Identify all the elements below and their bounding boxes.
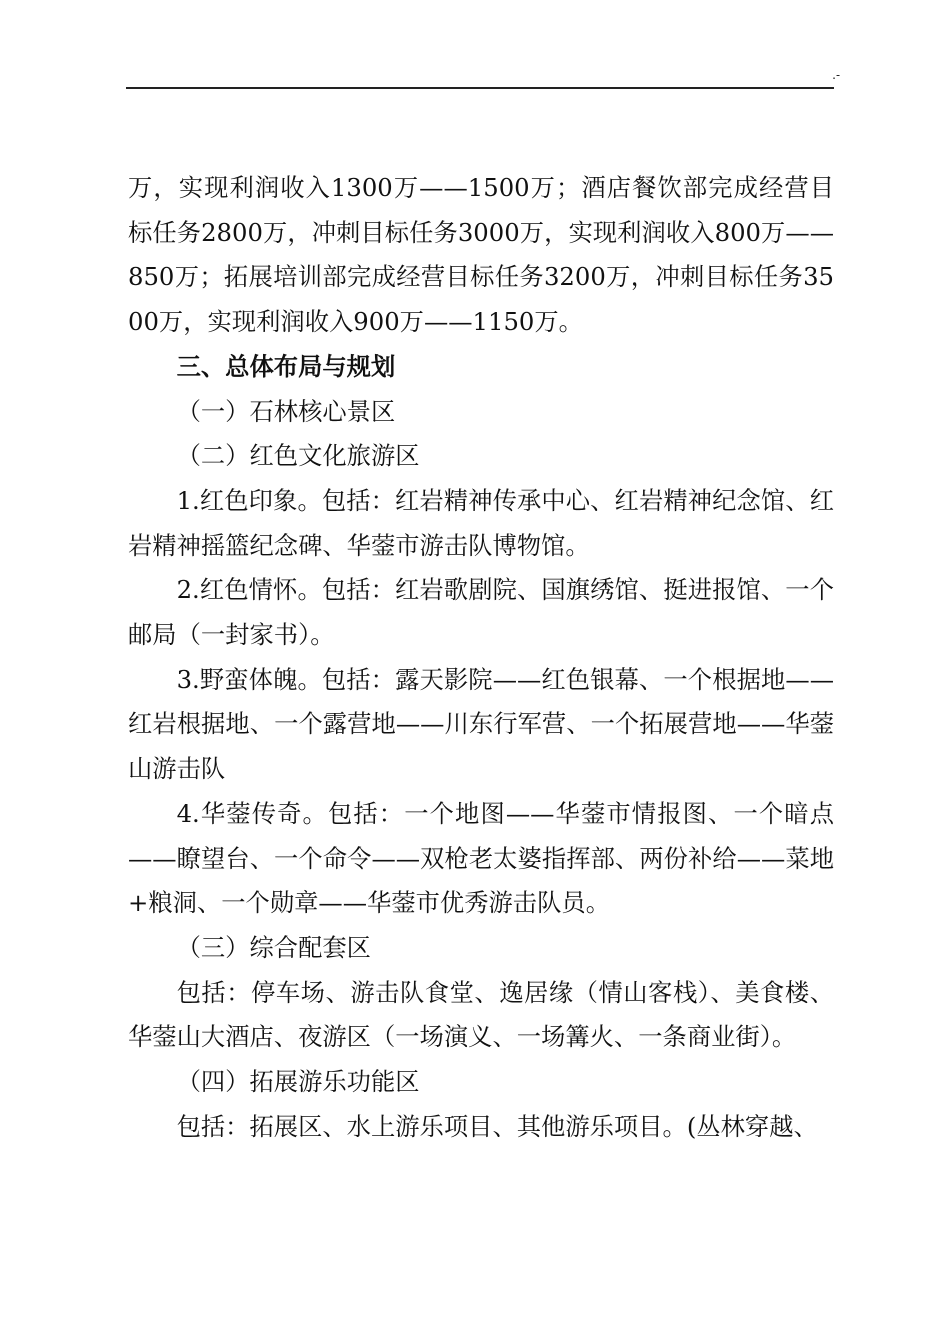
paragraph-supporting-facilities: 包括：停车场、游击队食堂、逸居缘（情山客栈）、美食楼、华蓥山大酒店、夜游区（一场演义、一场篝火、一条商业街）。 [128,977,834,1052]
subheading-supporting-facilities: （三）综合配套区 [176,932,371,962]
list-item-red-sentiment: 2.红色情怀。包括：红岩歌剧院、国旗绣馆、挺进报馆、一个邮局（一封家书）。 [128,575,834,650]
subheading-expansion-recreation: （四）拓展游乐功能区 [176,1067,420,1097]
header-rule [126,87,834,89]
list-item-huaying-legend: 4.华蓥传奇。包括：一个地图——华蓥市情报图、一个暗点——瞭望台、一个命令——双枪老太婆指挥部、两份补给——菜地+粮洞、一个勋章——华蓥市优秀游击队员。 [128,798,834,918]
paragraph-targets-continued: 万，实现利润收入1300万——1500万；酒店餐饮部完成经营目标任务2800万，冲刺目标任务3000万，实现利润收入800万——850万；拓展培训部完成经营目标任务3200万，冲刺目标任务3500万，实现利润收入900万——1150万。 [128,173,834,337]
list-item-red-impression: 1.红色印象。包括：红岩精神传承中心、红岩精神纪念馆、红岩精神摇篮纪念碑、华蓥市游击队博物馆。 [128,485,834,560]
subheading-stone-forest-core: （一）石林核心景区 [176,396,396,426]
document-body [128,166,834,1149]
list-item-wild-physique: 3.野蛮体魄。包括：露天影院——红色银幕、一个根据地——红岩根据地、一个露营地——川东行军营、一个拓展营地——华蓥山游击队 [128,664,834,784]
header-mark: .- [832,68,840,82]
section-heading-layout-planning: 三、总体布局与规划 [176,351,396,381]
subheading-red-culture-tourism: （二）红色文化旅游区 [176,441,420,471]
paragraph-expansion-recreation: 包括：拓展区、水上游乐项目、其他游乐项目。(丛林穿越、 [176,1111,818,1141]
